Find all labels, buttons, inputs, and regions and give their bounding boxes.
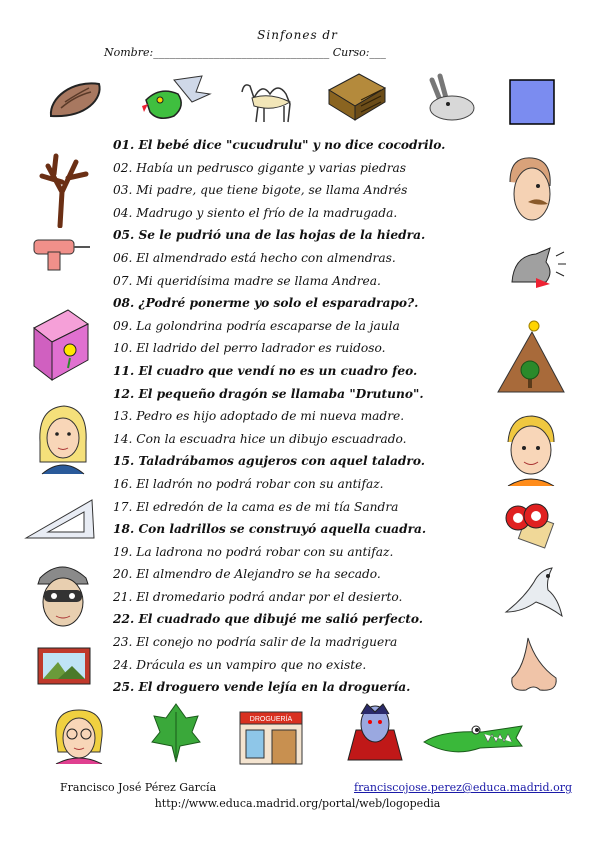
sentence-02: 02. Había un pedrusco gigante y varias piedras	[113, 160, 407, 175]
dry-tree-picture	[34, 152, 92, 228]
sentence-11: 11. El cuadro que vendí no es un cuadro feo.	[113, 363, 418, 378]
framed-painting-picture	[36, 646, 92, 686]
drugstore-picture	[238, 710, 304, 766]
sentence-15: 15. Taladrábamos agujeros con aquel taladro.	[113, 454, 425, 469]
drugstore-sign-text: DROGUERÍA	[249, 716, 293, 723]
sentence-22: 22. El cuadrado que dibujé me salió perfecto.	[113, 612, 424, 627]
page-title: Sinfones dr	[257, 28, 338, 42]
rabbit-picture	[418, 70, 478, 122]
author-name: Francisco José Pérez García	[60, 781, 217, 794]
brick-picture	[325, 68, 387, 122]
sentence-09: 09. La golondrina podría escaparse de la jaula	[113, 318, 400, 333]
sentence-04: 04. Madrugo y siento el frío de la madrugada.	[113, 205, 398, 220]
set-square-picture	[22, 494, 98, 542]
drill-picture	[30, 232, 92, 272]
sentence-20: 20. El almendro de Alejandro se ha secado.	[113, 567, 381, 582]
masked-thief-picture	[32, 556, 94, 634]
mustache-man-picture	[500, 152, 560, 228]
sentence-14: 14. Con la escuadra hice un dibujo escuadrado.	[113, 431, 407, 446]
sentence-13: 13. Pedro es hijo adoptado de mi nueva madre.	[113, 409, 405, 424]
sentence-24: 24. Drácula es un vampiro que no existe.	[113, 657, 367, 672]
sentence-19: 19. La ladrona no podrá robar con su antifaz.	[113, 544, 394, 559]
sentence-08: 08. ¿Podré ponerme yo solo el esparadrapo?.	[113, 296, 419, 311]
sentence-07: 07. Mi queridísima madre se llama Andrea.	[113, 273, 381, 288]
sentence-list	[113, 134, 493, 699]
dracula-picture	[344, 700, 406, 764]
boy-face-picture	[500, 412, 562, 486]
ivy-leaf-picture	[150, 700, 202, 764]
swallow-picture	[500, 562, 566, 624]
website-url[interactable]: http://www.educa.madrid.org/portal/web/logopedia	[154, 797, 441, 810]
barking-dog-picture	[506, 242, 568, 296]
name-course-line: Nombre:________________________________ Curso:___	[104, 46, 386, 59]
sentence-21: 21. El dromedario podrá andar por el desierto.	[113, 589, 403, 604]
crocodile-picture	[422, 712, 526, 764]
sentence-18: 18. Con ladrillos se construyó aquella cuadra.	[113, 522, 427, 537]
mountain-tree-picture	[494, 316, 568, 394]
sentence-01: 01. El bebé dice "cucudrulu" y no dice cocodrilo.	[113, 138, 446, 152]
girl-face-picture	[34, 402, 92, 476]
sentence-23: 23. El conejo no podría salir de la madriguera	[113, 635, 398, 650]
sentence-10: 10. El ladrido del perro ladrador es ruidoso.	[113, 341, 386, 356]
camel-picture	[234, 72, 306, 124]
sentence-05: 05. Se le pudrió una de las hojas de la hiedra.	[113, 228, 426, 243]
sentence-12: 12. El pequeño dragón se llamaba "Drutuno".	[113, 386, 424, 401]
square-picture	[508, 78, 558, 128]
author-email-link[interactable]: franciscojose.perez@educa.madrid.org	[354, 781, 572, 794]
dragon-picture	[140, 72, 212, 124]
woman-glasses-picture	[50, 706, 108, 764]
sentence-17: 17. El edredón de la cama es de mi tía Sandra	[113, 499, 399, 514]
bed-quilt-picture	[28, 304, 94, 384]
nose-picture	[506, 634, 562, 696]
sentence-25: 25. El droguero vende lejía en la droguería.	[113, 680, 411, 695]
sticking-plaster-picture	[498, 496, 558, 550]
sentence-03: 03. Mi padre, que tiene bigote, se llama Andrés	[113, 183, 408, 198]
sentence-16: 16. El ladrón no podrá robar con su antifaz.	[113, 476, 384, 491]
almond-picture	[47, 78, 105, 122]
sentence-06: 06. El almendrado está hecho con almendras.	[113, 250, 396, 265]
